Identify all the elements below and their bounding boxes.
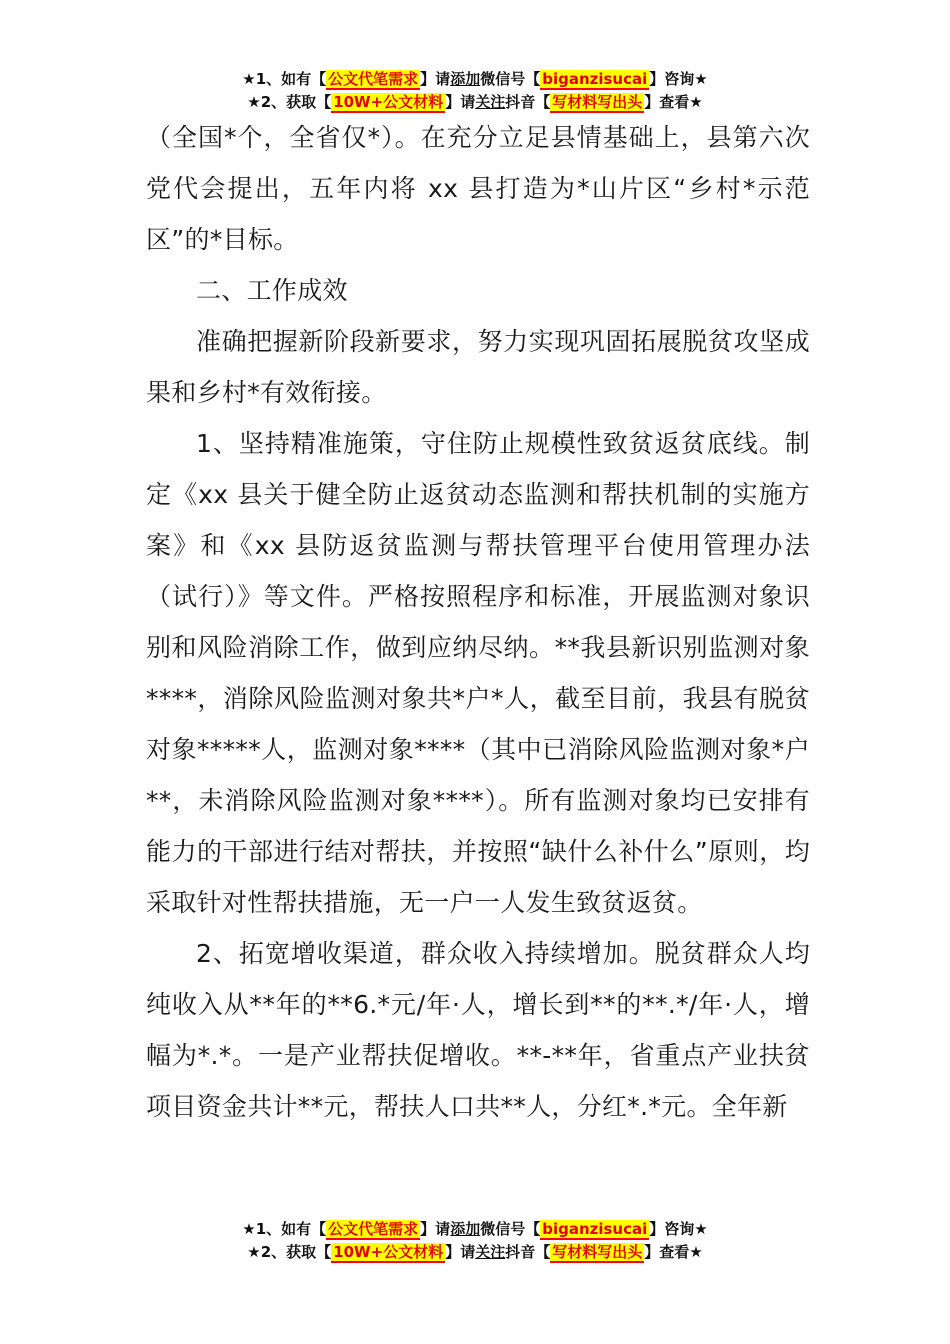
footer-banner [0,1218,950,1264]
banner-line-2: ★2、获取【 10W+公文材料 】请关注抖音【 写材料写出头 】查看★ [247,93,703,111]
banner-highlight: 公文代笔需求 [328,70,419,88]
banner-highlight: 写材料写出头 [552,93,643,111]
banner-highlight: biganzisucai [542,70,648,88]
banner-line-1: ★1、如有【 公文代笔需求 】请添加微信号【 biganzisucai 】咨询★ [242,70,708,88]
header-banner [0,68,950,114]
banner-line-1: ★1、如有【 公文代笔需求 】请添加微信号【 biganzisucai 】咨询★ [242,1220,708,1238]
banner-highlight: 10W+公文材料 [333,93,444,111]
paragraph-4: 2、拓宽增收渠道，群众收入持续增加。脱贫群众人均纯收入从**年的**6.*元/年·人，增长到**的**.*/年·人，增幅为*.*。一是产业帮扶促增收。**-**年，省重点产业扶贫项目资金共计**元，帮扶人口共**人，分红*.*元。全年新 [146,939,810,1121]
paragraph-3: 1、坚持精准施策，守住防止规模性致贫返贫底线。制定《xx 县关于健全防止返贫动态监测和帮扶机制的实施方案》和《xx 县防返贫监测与帮扶管理平台使用管理办法（试行）》等文件。严格按照程序和标准，开展监测对象识别和风险消除工作，做到应纳尽纳。**我县新识别监测对象****，消除风险监测对象共*户*人，截至目前，我县有脱贫对象*****人，监测对象****（其中已消除风险监测对象*户**，未消除风险监测对象****）。所有监测对象均已安排有能力的干部进行结对帮扶，并按照“缺什么补什么”原则，均采取针对性帮扶措施，无一户一人发生致贫返贫。 [146,429,810,917]
banner-line-2: ★2、获取【 10W+公文材料 】请关注抖音【 写材料写出头 】查看★ [247,1243,703,1261]
banner-highlight: 写材料写出头 [552,1243,643,1261]
banner-highlight: 公文代笔需求 [328,1220,419,1238]
paragraph-2: 准确把握新阶段新要求，努力实现巩固拓展脱贫攻坚成果和乡村*有效衔接。 [146,327,810,407]
paragraph-1: （全国*个，全省仅*）。在充分立足县情基础上，县第六次党代会提出，五年内将 xx 县打造为*山片区“乡村*示范区”的*目标。 [146,123,810,254]
banner-highlight: biganzisucai [542,1220,648,1238]
banner-highlight: 10W+公文材料 [333,1243,444,1261]
section-heading: 二、工作成效 [196,276,348,305]
document-body [146,112,810,1132]
